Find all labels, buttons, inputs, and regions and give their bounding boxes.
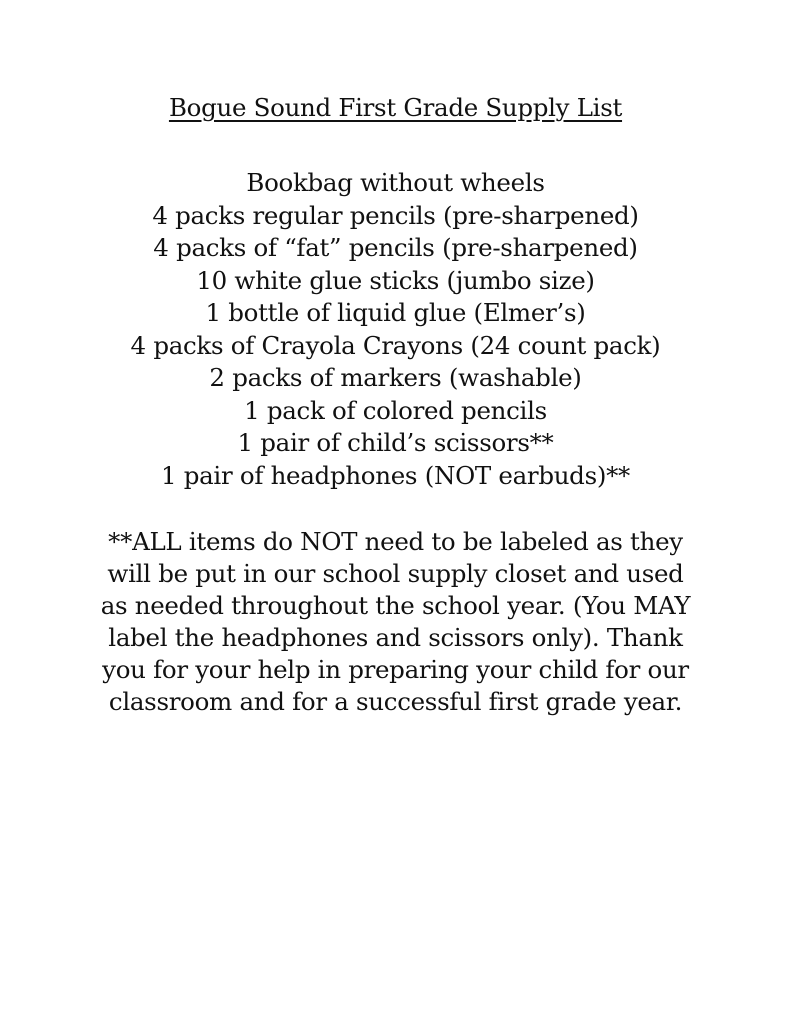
list-item: Bookbag without wheels	[246, 168, 545, 197]
supply-list	[0, 167, 791, 492]
list-item: 4 packs regular pencils (pre-sharpened)	[152, 200, 639, 230]
note-line: **ALL items do NOT need to be labeled as they	[108, 527, 683, 556]
note-line: classroom and for a successful first grade year.	[108, 687, 683, 716]
list-item: 4 packs of “fat” pencils (pre-sharpened)	[153, 233, 638, 262]
note-line: will be put in our school supply closet and used	[107, 559, 684, 588]
page-title: Bogue Sound First Grade Supply List	[168, 93, 623, 122]
list-item: 1 pair of headphones (NOT earbuds)**	[160, 460, 631, 490]
list-item: 1 pair of child’s scissors**	[237, 428, 554, 457]
list-item: 1 pack of colored pencils	[244, 395, 547, 425]
labeling-note	[0, 526, 791, 718]
list-item: 10 white glue sticks (jumbo size)	[196, 265, 595, 295]
note-line: label the headphones and scissors only). Thank	[108, 623, 683, 652]
note-line: you for your help in preparing your child for our	[102, 655, 689, 684]
list-item: 4 packs of Crayola Crayons (24 count pack)	[130, 330, 661, 360]
note-line: as needed throughout the school year. (You MAY	[100, 591, 691, 620]
list-item: 2 packs of markers (washable)	[209, 363, 582, 392]
list-item: 1 bottle of liquid glue (Elmer’s)	[205, 298, 586, 327]
